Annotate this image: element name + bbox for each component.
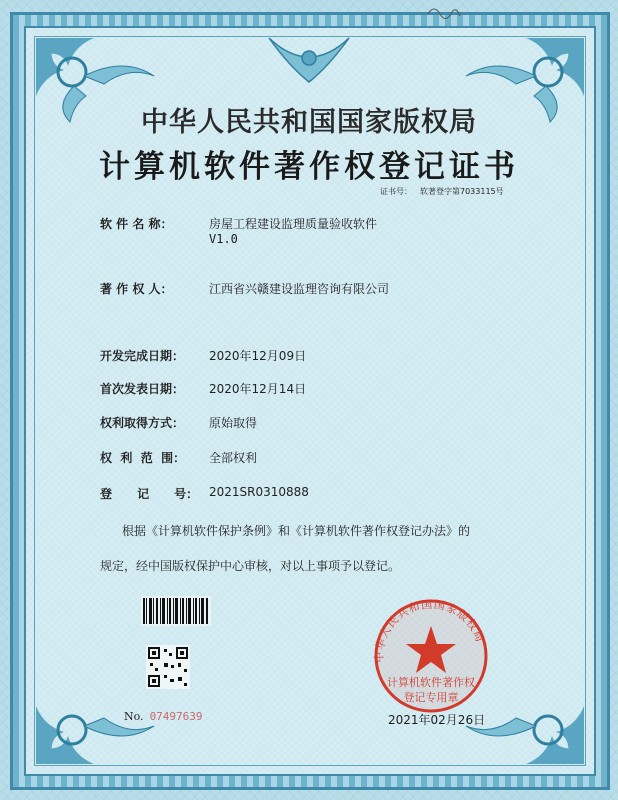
certificate-number: [380, 186, 512, 197]
seal-text-line-1: 计算机软件著作权: [387, 676, 475, 689]
certificate-number-label: 证书号：: [380, 187, 412, 196]
statement-line-2: 规定，经中国版权保护中心审核，对以上事项予以登记。: [100, 559, 401, 573]
rights-scope-label: 权 利 范 围：: [100, 451, 186, 465]
barcode: [141, 596, 211, 626]
rights-scope-value: 全部权利: [209, 451, 258, 465]
development-date-label: 开发完成日期：: [100, 349, 185, 363]
publication-date-value: 2020年12月14日: [209, 382, 307, 396]
seal-ring-text: 中华人民共和国国家版权局: [372, 597, 487, 663]
handwritten-mark: [426, 2, 462, 22]
development-date-value: 2020年12月09日: [209, 349, 307, 363]
issuer-heading: 中华人民共和国国家版权局: [141, 107, 477, 138]
issue-date: 2021年02月26日: [388, 713, 486, 727]
serial-number: [124, 710, 203, 723]
copyright-owner-value: 江西省兴赣建设监理咨询有限公司: [209, 282, 390, 296]
copyright-owner-label: 著 作 权 人：: [100, 282, 173, 296]
software-name-label: 软 件 名 称：: [100, 217, 173, 231]
serial-number-label: No.: [124, 710, 144, 723]
registration-number-label: 登 记 号：: [100, 487, 199, 501]
acquisition-method-value: 原始取得: [209, 416, 258, 430]
certificate-number-value: 软著登字第7033115号: [420, 187, 504, 196]
certificate-title: 计算机软件著作权登记证书: [99, 149, 519, 185]
software-name-value: 房屋工程建设监理质量验收软件: [209, 217, 378, 231]
statement-line-1: 根据《计算机软件保护条例》和《计算机软件著作权登记办法》的: [122, 524, 471, 538]
qr-code: [146, 645, 190, 689]
seal-text-line-2: 登记专用章: [403, 691, 459, 704]
serial-number-value: 07497639: [149, 710, 203, 723]
registration-number-value: 2021SR0310888: [209, 485, 309, 499]
publication-date-label: 首次发表日期：: [100, 382, 185, 396]
acquisition-method-label: 权利取得方式：: [100, 416, 185, 430]
software-version-value: V1.0: [209, 232, 238, 246]
ornament-top-emblem: [259, 36, 359, 86]
